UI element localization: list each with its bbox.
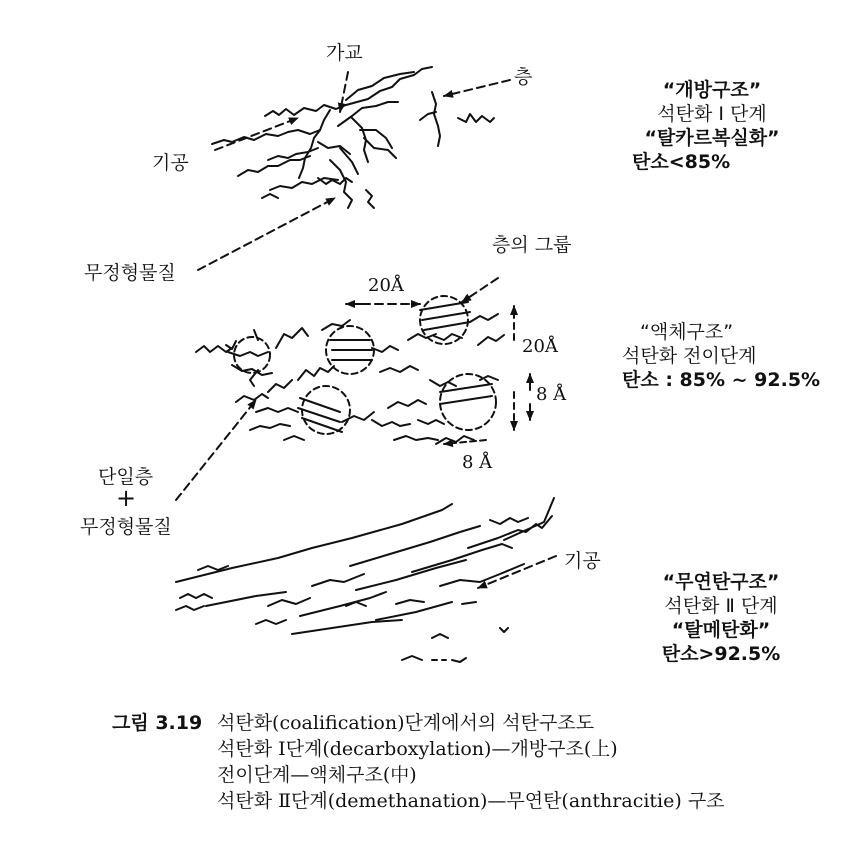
- crosslink-label: 가교: [326, 42, 363, 64]
- anthracite-structure-drawing: [176, 498, 554, 662]
- plus-label: +: [116, 484, 137, 512]
- pore-bottom-arrow: [478, 556, 556, 588]
- figure-number: 그림 3.19: [112, 712, 203, 734]
- dim-20a-vertical: 20Å: [522, 336, 558, 357]
- single-layer-arrow: [176, 400, 256, 500]
- single-layer-label: 단일층: [98, 466, 154, 488]
- stage-2-carbon: 탄소 : 85% ~ 92.5%: [622, 369, 821, 391]
- layer-label: 층: [514, 66, 533, 88]
- stage-1-phase: 석탄화 Ⅰ 단계: [657, 103, 767, 125]
- dim-20a-horizontal: 20Å: [368, 275, 404, 296]
- stage-3-title: “무연탄구조”: [662, 571, 780, 593]
- pore-top-label: 기공: [152, 152, 189, 174]
- open-structure-drawing: [212, 67, 494, 208]
- layer-arrow: [444, 80, 510, 96]
- liquid-structure-drawing: [196, 296, 504, 444]
- dim-8a-horizontal: 8 Å: [462, 452, 493, 473]
- figure-caption: [112, 710, 725, 814]
- layer-group-arrow: [462, 278, 498, 302]
- stage-1-process: “탈카르복실화”: [644, 127, 780, 149]
- stage-3-carbon: 탄소>92.5%: [661, 643, 781, 665]
- caption-line-4: 석탄화 Ⅱ단계(demethanation)—무연탄(anthracitie) 구조: [217, 790, 725, 812]
- stage-3-phase: 석탄화 Ⅱ 단계: [664, 595, 778, 617]
- stage-2-phase: 석탄화 전이단계: [622, 345, 757, 367]
- amorphous-top-label: 무정형물질: [84, 262, 176, 284]
- stage-1-carbon: 탄소<85%: [632, 151, 731, 173]
- stage-1-title: “개방구조”: [662, 79, 762, 101]
- dim-8a-vertical: 8 Å: [536, 384, 567, 405]
- stage-open-structure-text: [622, 78, 802, 174]
- stage-liquid-structure-text: [622, 320, 842, 392]
- pore-bottom-label: 기공: [564, 550, 601, 572]
- stage-2-title: “액체구조”: [640, 321, 734, 343]
- layer-group-label: 층의 그룹: [492, 234, 572, 256]
- amorphous-mid-label: 무정형물질: [80, 516, 172, 538]
- amorphous-top-arrow: [198, 198, 335, 270]
- caption-line-3: 전이단계—액체구조(中): [217, 764, 417, 786]
- stage-anthracite-structure-text: [636, 570, 806, 666]
- caption-line-2: 석탄화 Ⅰ단계(decarboxylation)—개방구조(上): [217, 738, 618, 760]
- caption-line-1: 석탄화(coalification)단계에서의 석탄구조도: [217, 712, 595, 734]
- stage-3-process: “탈메탄화”: [671, 619, 771, 641]
